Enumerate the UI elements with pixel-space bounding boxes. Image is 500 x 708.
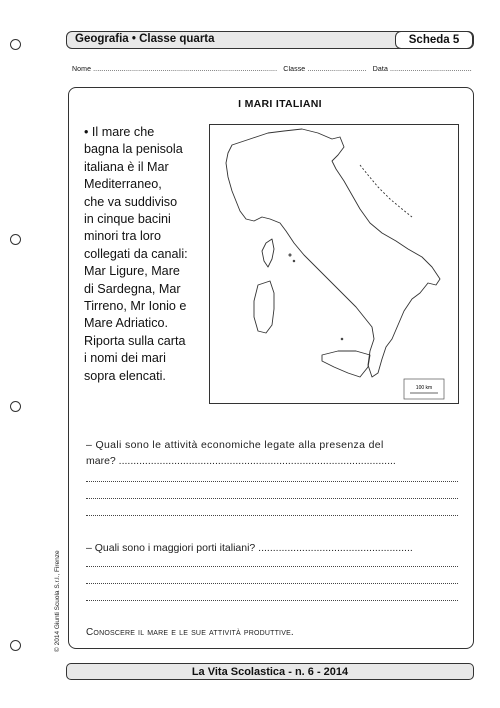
intro-line: che va suddiviso	[84, 194, 178, 209]
intro-line: Mar Ligure, Mare	[84, 264, 180, 279]
page-header	[66, 31, 474, 49]
worksheet-title: I MARI ITALIANI	[238, 98, 322, 110]
name-field[interactable]: Nome ..........................................................................................	[72, 66, 278, 73]
learning-objective: Conoscere il mare e le sue attività produttive.	[86, 627, 294, 638]
binder-hole-3	[10, 401, 21, 412]
answer-line[interactable]	[86, 583, 458, 584]
subject-label: Geografia • Classe quarta	[75, 33, 215, 45]
binder-hole-4	[10, 640, 21, 651]
intro-line: Riporta sulla carta	[84, 333, 186, 348]
intro-line: in cinque bacini	[84, 212, 171, 227]
intro-line: i nomi dei mari	[84, 351, 166, 366]
binder-hole-1	[10, 39, 21, 50]
intro-line: • Il mare che	[84, 125, 155, 139]
italy-outline-map	[210, 125, 458, 403]
intro-line: bagna la penisola	[84, 142, 183, 157]
italy-map[interactable]	[209, 124, 459, 404]
intro-line: Mediterraneo,	[84, 177, 162, 192]
intro-line: italiana è il Mar	[84, 159, 169, 174]
answer-line[interactable]	[86, 498, 458, 499]
page-footer: La Vita Scolastica - n. 6 - 2014	[66, 663, 474, 680]
class-field[interactable]: Classe .............................	[283, 66, 367, 73]
intro-line: minori tra loro	[84, 229, 161, 244]
answer-line[interactable]	[86, 515, 458, 516]
binder-hole-2	[10, 234, 21, 245]
intro-line: Mare Adriatico.	[84, 316, 168, 331]
copyright-note: © 2014 Giunti Scuola S.r.l., Firenze	[54, 550, 61, 652]
intro-text	[84, 124, 210, 385]
date-field[interactable]: Data ........................................	[372, 66, 472, 73]
question-1-line-2: mare? ...............................................................................................	[86, 455, 396, 467]
intro-line: di Sardegna, Mar	[84, 281, 181, 296]
answer-line[interactable]	[86, 481, 458, 482]
map-scale-label: 100 km	[415, 385, 433, 391]
question-2: – Quali sono i maggiori porti italiani? .....................................................	[86, 542, 413, 554]
answer-line[interactable]	[86, 600, 458, 601]
answer-line[interactable]	[86, 566, 458, 567]
intro-line: Tirreno, Mr Ionio e	[84, 299, 187, 314]
sheet-label: Scheda 5	[395, 31, 473, 49]
intro-line: sopra elencati.	[84, 368, 166, 383]
student-info-row	[72, 66, 474, 73]
question-1-line-1: – Quali sono le attività economiche legate alla presenza del	[86, 439, 384, 451]
intro-line: collegati da canali:	[84, 246, 188, 261]
